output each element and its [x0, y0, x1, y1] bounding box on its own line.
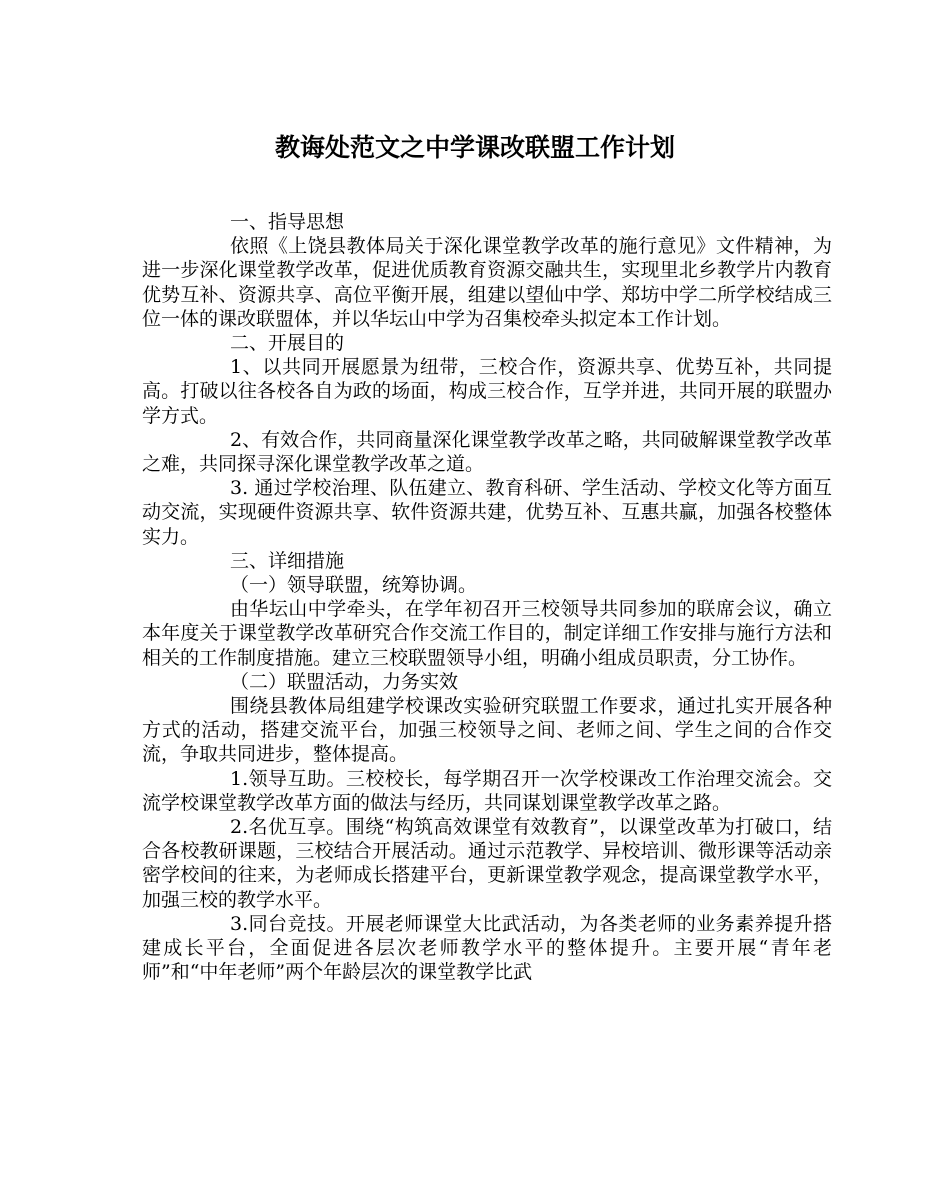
- section-heading-measures: 三、详细措施: [230, 549, 345, 572]
- section-heading-purpose: 二、开展目的: [230, 332, 345, 355]
- purpose-item-3: 3. 通过学校治理、队伍建立、教育科研、学生活动、学校文化等方面互动交流，实现硬件资源共享、软件资源共建，优势互补、互惠共赢，加强各校整体实力。: [142, 477, 832, 548]
- activity-item-1: 1.领导互助。三校校长，每学期召开一次学校课改工作治理交流会。交流学校课堂教学改革方面的做法与经历，共同谋划课堂教学改革之路。: [142, 767, 832, 814]
- activity-item-3: 3.同台竞技。开展老师课堂大比武活动，为各类老师的业务素养提升搭建成长平台，全面促进各层次老师教学水平的整体提升。主要开展“青年老师”和“中年老师”两个年龄层次的课堂教学比武: [142, 912, 832, 984]
- subsection-heading-leadership: （一）领导联盟，统筹协调。: [230, 574, 478, 597]
- paragraph-activities: 围绕县教体局组建学校课改实验研究联盟工作要求，通过扎实开展各种方式的活动，搭建交流平台，加强三校领导之间、老师之间、学生之间的合作交流，争取共同进步，整体提高。: [142, 695, 832, 766]
- purpose-item-2: 2、有效合作，共同商量深化课堂教学改革之略，共同破解课堂教学改革之难，共同探寻深化课堂教学改革之道。: [142, 428, 832, 476]
- document-body: [142, 210, 832, 985]
- document-title: 教诲处范文之中学课改联盟工作计划: [274, 133, 675, 162]
- paragraph-leadership: 由华坛山中学牵头，在学年初召开三校领导共同参加的联席会议，确立本年度关于课堂教学改革研究合作交流工作目的，制定详细工作安排与施行方法和相关的工作制度措施。建立三校联盟领导小组，明确小组成员职责，分工协作。: [142, 598, 832, 669]
- activity-item-2: 2.名优互享。围绕“构筑高效课堂有效教育”，以课堂改革为打破口，结合各校教研课题，三校结合开展活动。通过示范教学、异校培训、微形课等活动亲密学校间的往来，为老师成长搭建平台，更新课堂教学观念，提高课堂教学水平，加强三校的教学水平。: [142, 816, 832, 911]
- subsection-heading-activities: （二）联盟活动，力务实效: [230, 670, 459, 693]
- purpose-item-1: 1、以共同开展愿景为纽带，三校合作，资源共享、优势互补，共同提高。打破以往各校各自为政的场面，构成三校合作，互学并进，共同开展的联盟办学方式。: [142, 356, 832, 427]
- section-heading-guiding-ideology: 一、指导思想: [230, 211, 345, 233]
- paragraph-basis: 依照《上饶县教体局关于深化课堂教学改革的施行意见》文件精神，为进一步深化课堂教学改革，促进优质教育资源交融共生，实现里北乡教学片内教育优势互补、资源共享、高位平衡开展，组建以望仙中学、郑坊中学二所学校结成三位一体的课改联盟体，并以华坛山中学为召集校牵头拟定本工作计划。: [142, 235, 832, 330]
